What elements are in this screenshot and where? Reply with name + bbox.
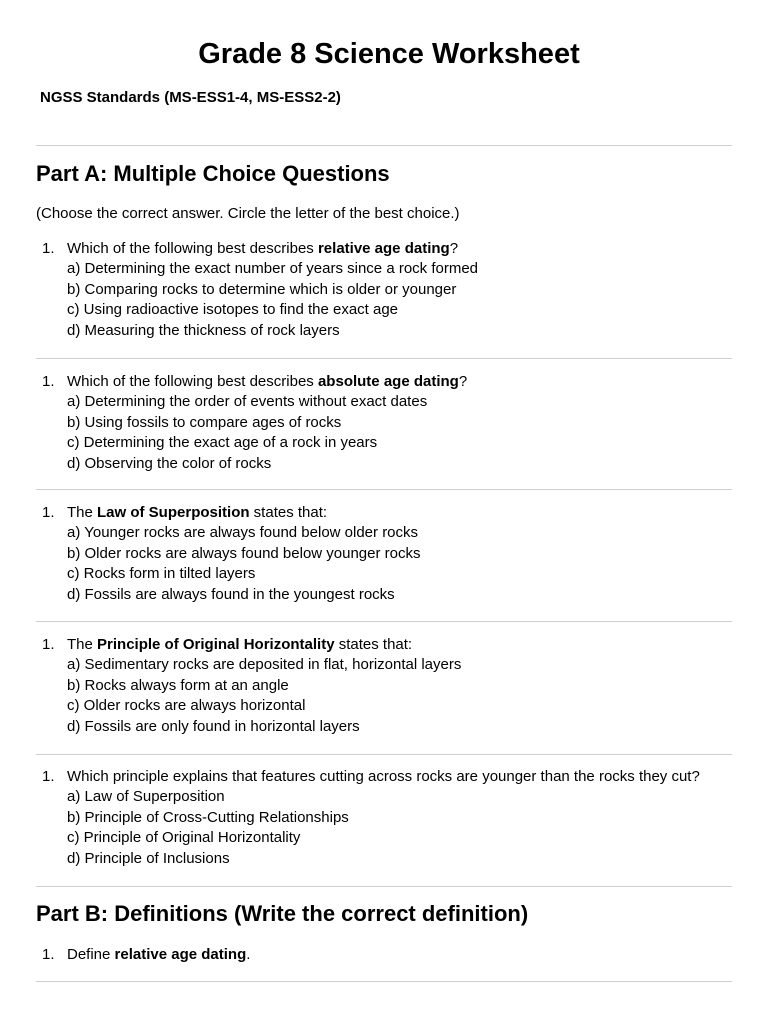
answer-option: a) Law of Superposition (67, 788, 225, 806)
answer-option: c) Rocks form in tilted layers (67, 565, 256, 583)
answer-option: b) Comparing rocks to determine which is older or younger (67, 280, 457, 298)
divider (36, 489, 732, 490)
question-key-term: Principle of Original Horizontality (97, 636, 335, 653)
question-number: 1. (42, 768, 55, 785)
question-stem-text: Which of the following best describes (67, 373, 318, 390)
question-item (36, 239, 736, 341)
answer-option: d) Fossils are only found in horizontal layers (67, 717, 360, 735)
question-item (36, 635, 736, 737)
question-number: 1. (42, 504, 55, 521)
answer-option: b) Principle of Cross-Cutting Relationships (67, 808, 349, 826)
question-key-term: absolute age dating (317, 373, 459, 390)
divider (36, 621, 732, 622)
question-stem (67, 945, 736, 965)
question-stem-text: Which of the following best describes (67, 240, 318, 257)
part-a-instructions: (Choose the correct answer. Circle the letter of the best choice.) (36, 205, 460, 222)
divider (36, 358, 732, 359)
question-number: 1. (42, 946, 55, 963)
question-stem-end: states that: (334, 636, 413, 653)
question-stem-end: states that: (249, 504, 328, 521)
answer-option: b) Using fossils to compare ages of rocks (67, 413, 342, 431)
question-stem (67, 635, 736, 655)
answer-option: d) Fossils are always found in the youngest rocks (67, 585, 395, 603)
part-a-heading: Part A: Multiple Choice Questions (36, 161, 390, 186)
answer-option: a) Determining the exact number of years since a rock formed (67, 260, 479, 278)
question-stem (67, 372, 736, 392)
answer-option: a) Determining the order of events without exact dates (67, 393, 428, 411)
question-stem-end: ? (449, 240, 459, 257)
answer-option: b) Rocks always form at an angle (67, 676, 289, 694)
divider (36, 145, 732, 146)
page-title: Grade 8 Science Worksheet (198, 38, 580, 70)
question-number: 1. (42, 240, 55, 257)
divider (36, 981, 732, 982)
answer-option: a) Sedimentary rocks are deposited in flat, horizontal layers (67, 656, 462, 674)
question-item (36, 945, 736, 965)
question-stem-end: . (246, 946, 251, 963)
answer-option: d) Measuring the thickness of rock layers (67, 321, 340, 339)
question-key-term: relative age dating (317, 240, 450, 257)
question-stem (67, 503, 736, 523)
question-stem-text: The (67, 504, 98, 521)
question-stem-text: Which principle explains that features cutting across rocks are younger than the rocks they cut? (67, 768, 700, 785)
question-number: 1. (42, 373, 55, 390)
divider (36, 886, 732, 887)
answer-option: c) Determining the exact age of a rock in years (67, 434, 378, 452)
question-stem (67, 239, 736, 259)
question-key-term: Law of Superposition (97, 504, 250, 521)
answer-option: c) Older rocks are always horizontal (67, 697, 306, 715)
question-item (36, 503, 736, 605)
question-stem-text: The (67, 636, 98, 653)
answer-option: d) Observing the color of rocks (67, 454, 272, 472)
question-stem (67, 767, 736, 787)
question-item (36, 372, 736, 474)
answer-option: c) Principle of Original Horizontality (67, 829, 301, 847)
divider (36, 754, 732, 755)
answer-option: c) Using radioactive isotopes to find the exact age (67, 301, 399, 319)
question-stem-text: Define (67, 946, 115, 963)
answer-option: b) Older rocks are always found below younger rocks (67, 544, 421, 562)
standards-label: NGSS Standards (MS-ESS1-4, MS-ESS2-2) (40, 89, 341, 106)
question-item (36, 767, 736, 869)
question-stem-end: ? (458, 373, 468, 390)
answer-option: a) Younger rocks are always found below older rocks (67, 524, 419, 542)
part-b-heading: Part B: Definitions (Write the correct definition) (36, 901, 529, 926)
answer-option: d) Principle of Inclusions (67, 849, 230, 867)
question-key-term: relative age dating (114, 946, 247, 963)
question-number: 1. (42, 636, 55, 653)
